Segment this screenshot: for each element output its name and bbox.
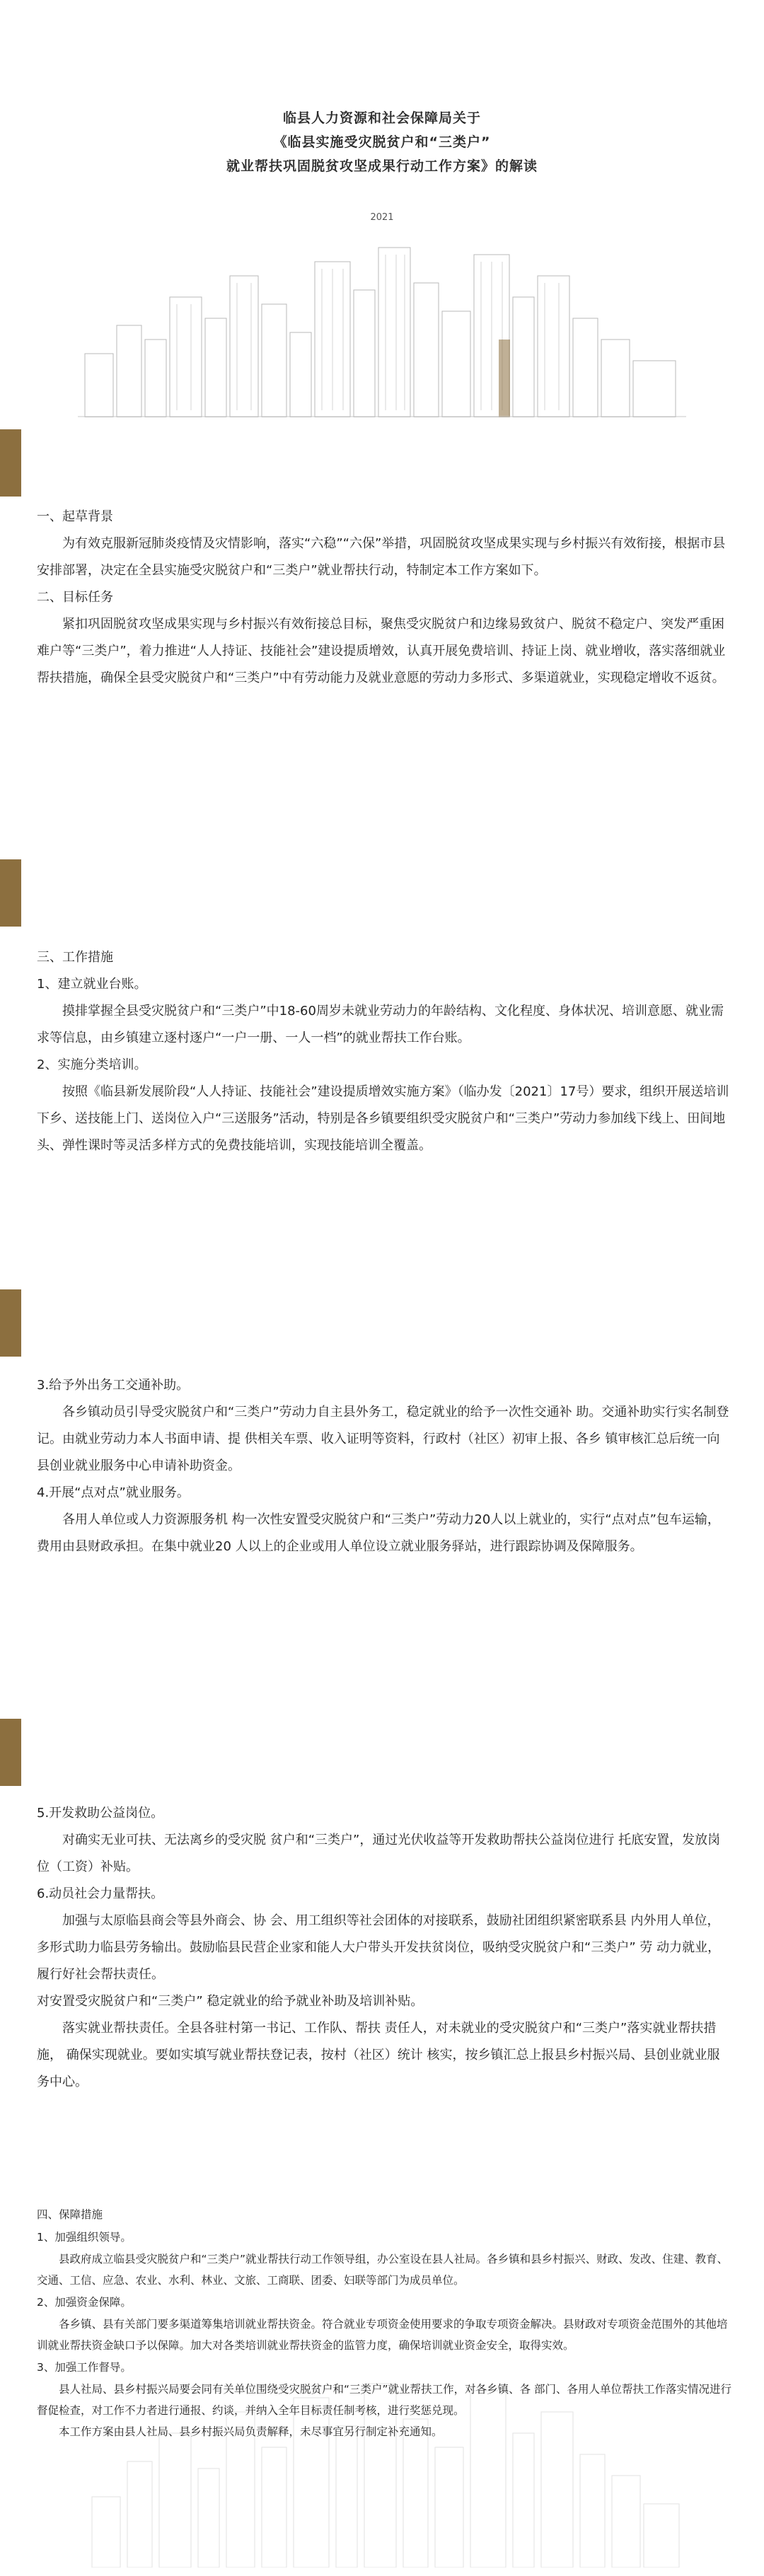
item-3-text: 各乡镇动员引导受灾脱贫户和“三类户”劳动力自主县外务工，稳定就业的给予一次性交通补 助。交通补助实行实名制登记。由就业劳动力本人书面申请、提 供相关车票、收入证明等资料，行政村（社区）初审上报、各乡 镇审核汇总后统一向县创业就业服务中心申请补助资金。 bbox=[37, 1405, 729, 1473]
section-accent-bar bbox=[0, 1289, 21, 1357]
section-measures-3-4 bbox=[37, 1372, 730, 1560]
sub-1-title: 1、加强组织领导。 bbox=[37, 2231, 132, 2244]
city-skyline-illustration bbox=[78, 233, 686, 417]
section-safeguards bbox=[37, 2203, 737, 2442]
heading-work-measures: 三、工作措施 bbox=[37, 950, 113, 965]
heading-safeguards: 四、保障措施 bbox=[37, 2208, 103, 2221]
item-6-text: 加强与太原临县商会等县外商会、协 会、用工组织等社会团体的对接联系，鼓励社团组织紧密联系县 内外用人单位，多形式助力临县劳务输出。鼓励临县民营企业家和能人大户带头开发扶贫岗位，吸纳受灾脱贫户和“三类户” 劳 动力就业，履行好社会帮扶责任。 bbox=[37, 1913, 721, 1982]
section-measures-5-7 bbox=[37, 1800, 730, 2096]
item-7-text: 落实就业帮扶责任。全县各驻村第一书记、工作队、帮扶 责任人，对未就业的受灾脱贫户和“三类户”落实就业帮扶措施， 确保实现就业。要如实填写就业帮扶登记表，按村（社区）统计 核实，按乡镇汇总上报县乡村振兴局、县创业就业服务中心。 bbox=[37, 2021, 720, 2089]
heading-drafting-background: 一、起草背景 bbox=[37, 509, 113, 524]
item-6-title: 6.动员社会力量帮扶。 bbox=[37, 1886, 164, 1901]
paragraph-goals: 紧扣巩固脱贫攻坚成果实现与乡村振兴有效衔接总目标，聚焦受灾脱贫户和边缘易致贫户、脱贫不稳定户、突发严重困难户等“三类户”，着力推进“人人持证、技能社会”建设提质增效，认真开展免费培训、持证上岗、就业增收，落实落细就业帮扶措施，确保全县受灾脱贫户和“三类户”中有劳动能力及就业意愿的劳动力多形式、多渠道就业，实现稳定增收不返贫。 bbox=[37, 617, 726, 685]
sub-2-text: 各乡镇、县有关部门要多渠道筹集培训就业帮扶资金。符合就业专项资金使用要求的争取专项资金解决。县财政对专项资金范围外的其他培训就业帮扶资金缺口予以保障。加大对各类培训就业帮扶资金的监管力度，确保培训就业资金安全，取得实效。 bbox=[37, 2318, 728, 2352]
item-5-text: 对确实无业可扶、无法离乡的受灾脱 贫户和“三类户”，通过光伏收益等开发救助帮扶公益岗位进行 托底安置，发放岗位（工资）补贴。 bbox=[37, 1833, 721, 1874]
item-5-title: 5.开发救助公益岗位。 bbox=[37, 1806, 164, 1821]
title-line-2: 《临县实施受灾脱贫户和“三类户” bbox=[273, 134, 491, 150]
title-line-3: 就业帮扶巩固脱贫攻坚成果行动工作方案》的解读 bbox=[226, 158, 538, 174]
sub-3-text: 县人社局、县乡村振兴局要会同有关单位围绕受灾脱贫户和“三类户”就业帮扶工作，对各乡镇、各 部门、各用人单位帮扶工作落实情况进行督促检查，对工作不力者进行通报、约谈，并纳入全年目标责任制考核，进行奖惩兑现。 bbox=[37, 2383, 731, 2417]
item-2-text: 按照《临县新发展阶段“人人持证、技能社会”建设提质增效实施方案》（临办发〔2021〕17号）要求，组织开展送培训下乡、送技能上门、送岗位入户“三送服务”活动，特别是各乡镇要组织受灾脱贫户和“三类户”劳动力参加线下线上、田间地头、弹性课时等灵活多样方式的免费技能培训，实现技能培训全覆盖。 bbox=[37, 1084, 729, 1153]
year: 2021 bbox=[370, 212, 394, 223]
item-1-text: 摸排掌握全县受灾脱贫户和“三类户”中18-60周岁未就业劳动力的年龄结构、文化程度、身体状况、培训意愿、就业需求等信息，由乡镇建立逐村逐户“一户一册、一人一档”的就业帮扶工作台账。 bbox=[37, 1004, 724, 1045]
heading-goals: 二、目标任务 bbox=[37, 590, 113, 605]
title-line-1: 临县人力资源和社会保障局关于 bbox=[282, 110, 481, 126]
paragraph-background: 为有效克服新冠肺炎疫情及灾情影响，落实“六稳”“六保”举措，巩固脱贫攻坚成果实现与乡村振兴有效衔接，根据市县安排部署，决定在全县实施受灾脱贫户和“三类户”就业帮扶行动，特制定本工作方案如下。 bbox=[37, 536, 726, 578]
section-accent-bar bbox=[0, 429, 21, 497]
sub-1-text: 县政府成立临县受灾脱贫户和“三类户”就业帮扶行动工作领导组，办公室设在县人社局。各乡镇和县乡村振兴、财政、发改、住建、教育、交通、工信、应急、农业、水利、林业、文旅、工商联、团委、妇联等部门为成员单位。 bbox=[37, 2253, 729, 2287]
item-2-title: 2、实施分类培训。 bbox=[37, 1057, 147, 1072]
section-accent-bar bbox=[0, 859, 21, 927]
closing-note: 本工作方案由县人社局、县乡村振兴局负责解释，未尽事宜另行制定补充通知。 bbox=[59, 2425, 443, 2438]
item-6-text-b: 对安置受灾脱贫户和“三类户” 稳定就业的给予就业补助及培训补贴。 bbox=[37, 1994, 424, 2009]
section-work-measures bbox=[37, 944, 730, 1159]
item-4-title: 4.开展“点对点”就业服务。 bbox=[37, 1485, 190, 1500]
sub-3-title: 3、加强工作督导。 bbox=[37, 2361, 132, 2374]
sub-2-title: 2、加强资金保障。 bbox=[37, 2296, 132, 2309]
item-1-title: 1、建立就业台账。 bbox=[37, 977, 147, 992]
item-4-text: 各用人单位或人力资源服务机 构一次性安置受灾脱贫户和“三类户”劳动力20人以上就业的，实行“点对点”包车运输，费用由县财政承担。在集中就业20 人以上的企业或用人单位设立就业服务驿站，进行跟踪协调及保障服务。 bbox=[37, 1512, 720, 1554]
section-background bbox=[37, 504, 730, 692]
item-3-title: 3.给予外出务工交通补助。 bbox=[37, 1378, 190, 1393]
section-accent-bar bbox=[0, 1719, 21, 1786]
